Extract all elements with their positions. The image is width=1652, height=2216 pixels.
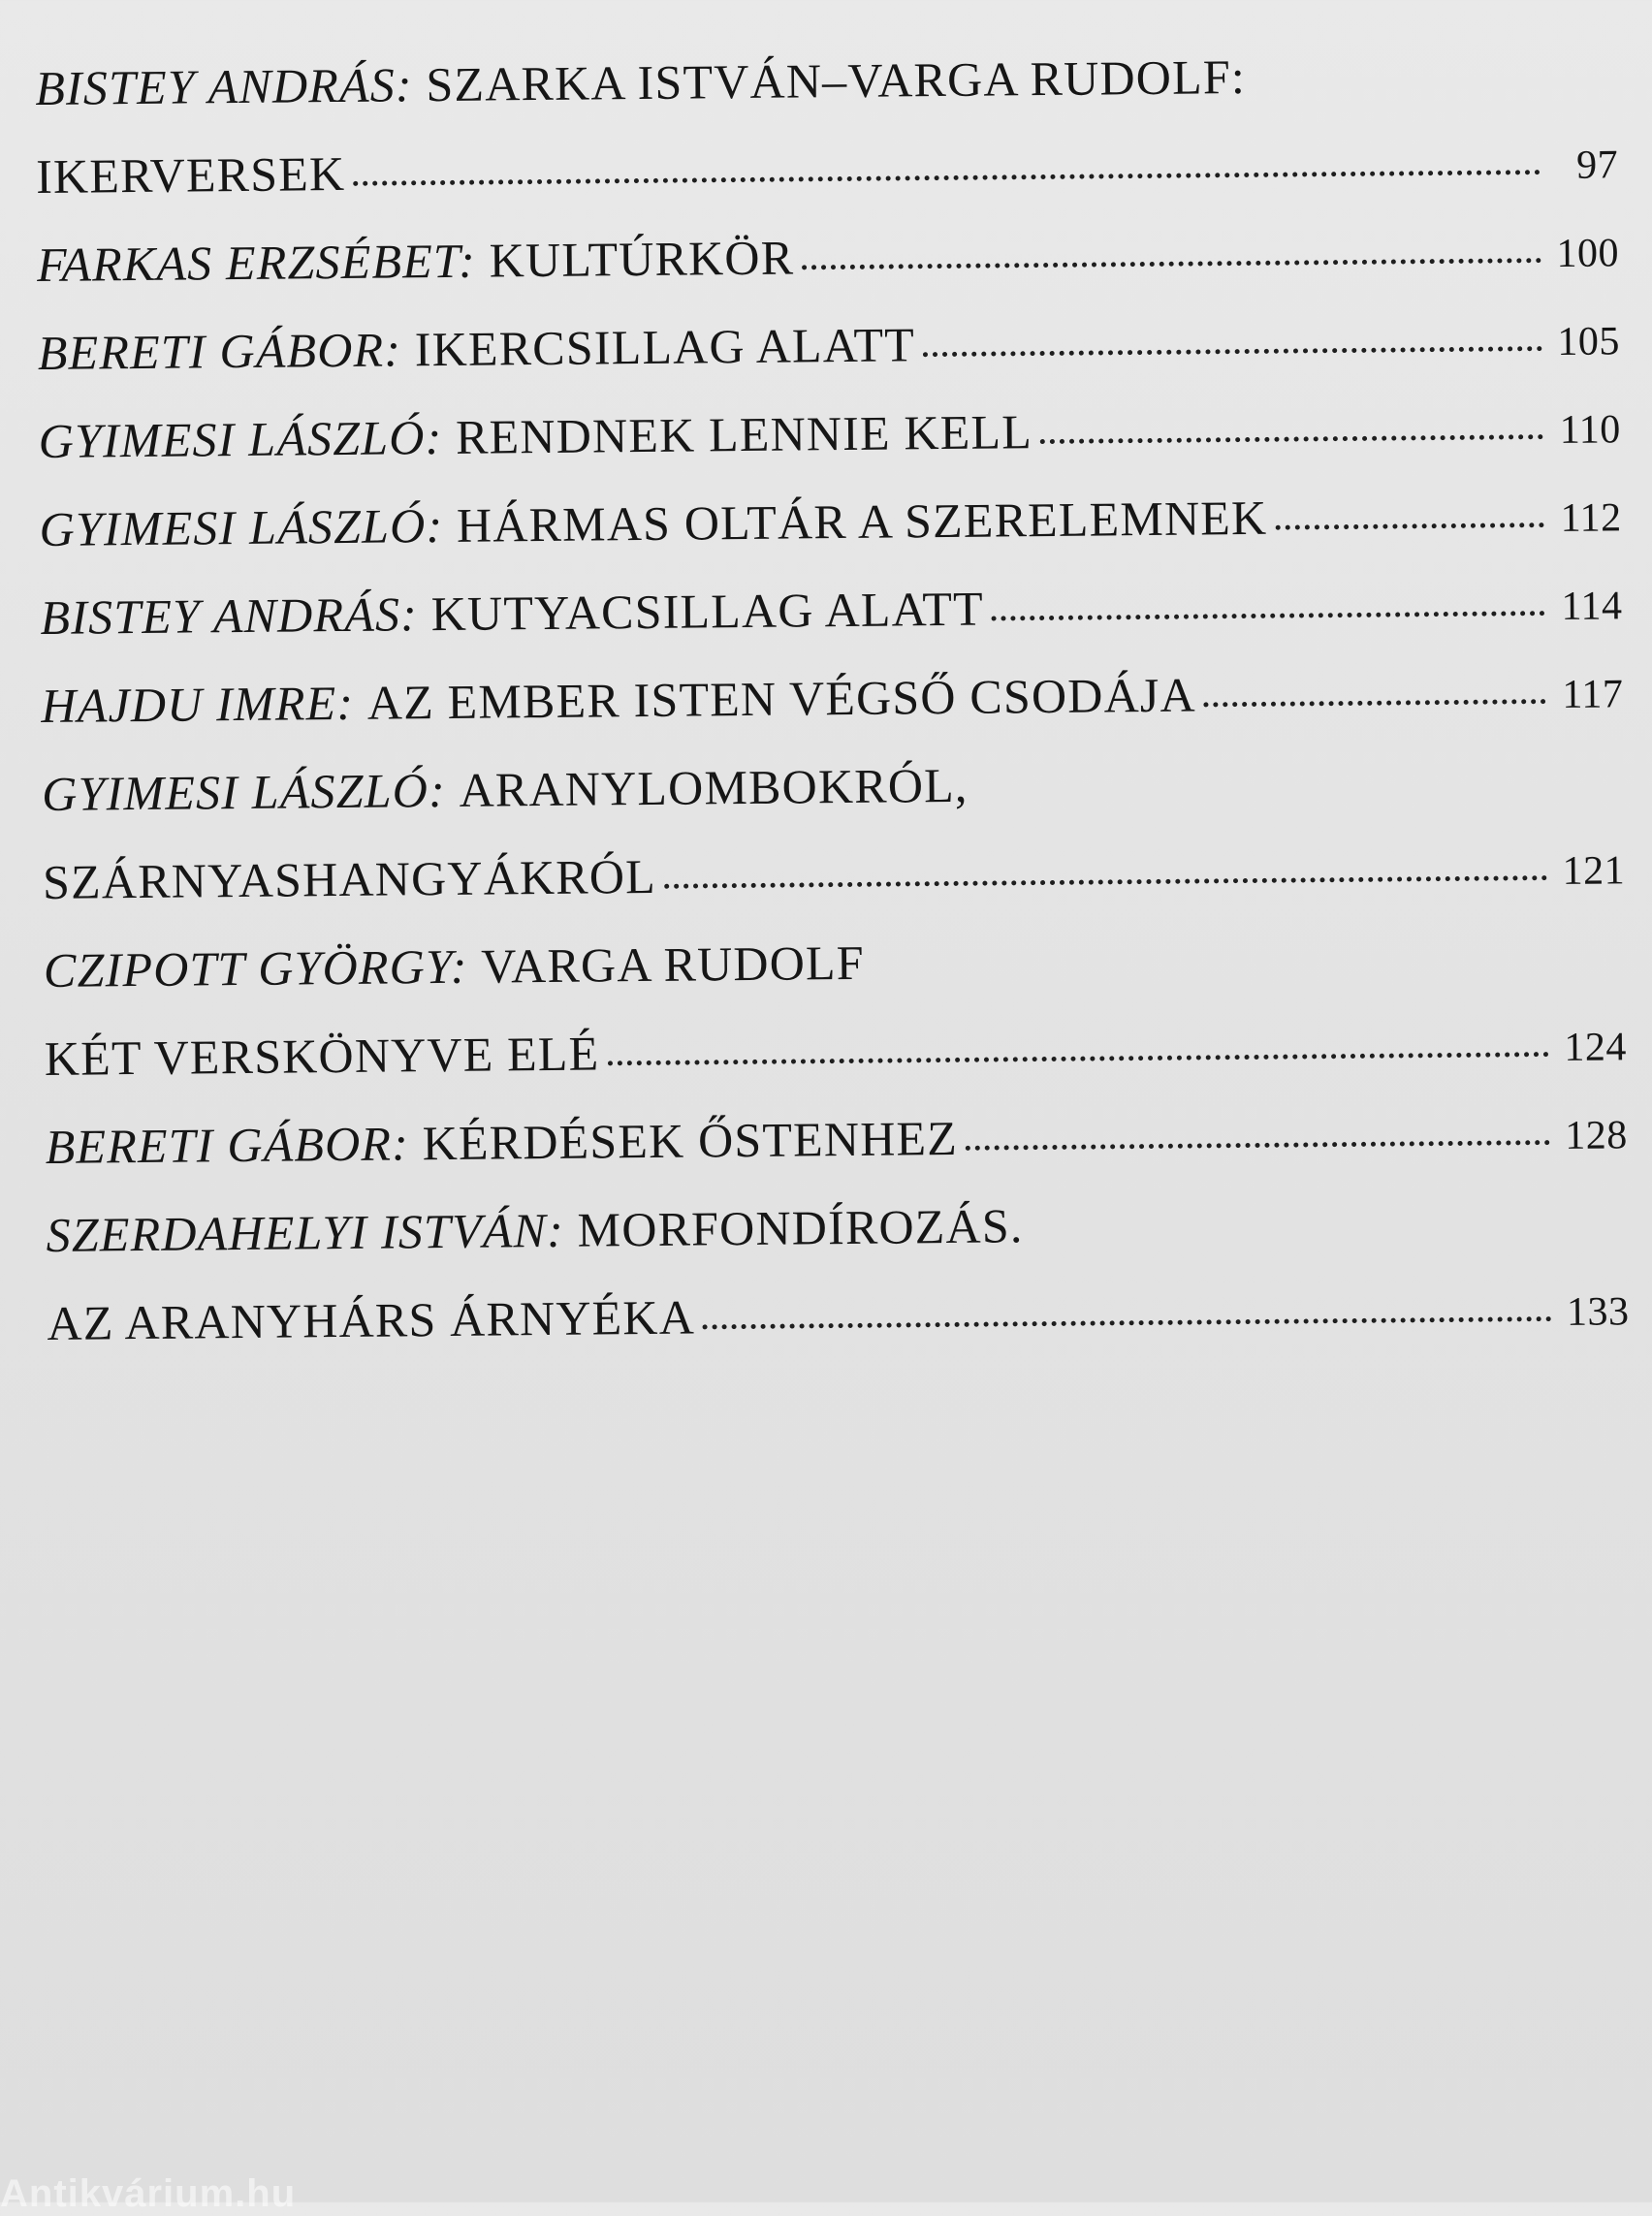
toc-line	[39, 486, 1622, 589]
dot-leader	[802, 258, 1541, 269]
dot-leader	[607, 1052, 1548, 1065]
toc-title: SZARKA ISTVÁN–VARGA RUDOLF:	[426, 49, 1247, 112]
toc-author: GYIMESI LÁSZLÓ:	[41, 762, 447, 821]
toc-author: SZERDAHELYI ISTVÁN:	[46, 1202, 565, 1262]
toc-title: KÉRDÉSEK ŐSTENHEZ	[422, 1110, 959, 1171]
toc-title: KÉT VERSKÖNYVE ELÉ	[44, 1026, 600, 1086]
toc-line	[38, 397, 1621, 501]
toc-line	[45, 1103, 1628, 1207]
toc-author: BISTEY ANDRÁS:	[40, 586, 419, 645]
toc-line	[46, 1191, 1629, 1295]
toc-page-number: 124	[1564, 1025, 1628, 1070]
toc-page-number: 133	[1566, 1289, 1630, 1335]
table-of-contents	[35, 45, 1630, 1383]
toc-title: KUTYACSILLAG ALATT	[430, 581, 985, 642]
dot-leader	[1204, 699, 1546, 707]
toc-title: ARANYLOMBOKRÓL,	[459, 757, 969, 817]
toc-line	[40, 574, 1623, 678]
toc-author: BISTEY ANDRÁS:	[35, 57, 414, 115]
toc-line	[35, 45, 1618, 148]
toc-author: GYIMESI LÁSZLÓ:	[39, 497, 444, 556]
toc-author: BERETI GÁBOR:	[37, 322, 402, 380]
dot-leader	[703, 1316, 1552, 1329]
toc-line	[47, 1280, 1630, 1383]
toc-page-number: 114	[1561, 584, 1623, 629]
toc-author: HAJDU IMRE:	[41, 675, 355, 733]
toc-title: IKERVERSEK	[35, 145, 346, 204]
toc-title: HÁRMAS OLTÁR A SZERELEMNEK	[456, 490, 1268, 553]
toc-title: AZ ARANYHÁRS ÁRNYÉKA	[47, 1289, 696, 1350]
watermark: Antikvárium.hu	[0, 2172, 297, 2215]
toc-line	[36, 133, 1619, 237]
toc-title: VARGA RUDOLF	[480, 934, 866, 994]
toc-page-number: 97	[1575, 142, 1619, 188]
dot-leader	[992, 611, 1545, 620]
dot-leader	[1040, 434, 1543, 444]
toc-page-number: 100	[1556, 231, 1620, 276]
toc-title: KULTÚRKÖR	[489, 230, 795, 288]
toc-page-number: 117	[1562, 672, 1624, 717]
toc-page-number: 112	[1560, 495, 1622, 541]
toc-title: AZ EMBER ISTEN VÉGSŐ CSODÁJA	[366, 667, 1197, 730]
toc-line	[38, 309, 1621, 413]
toc-page-number: 128	[1565, 1113, 1628, 1158]
toc-title: IKERCSILLAG ALATT	[414, 317, 916, 377]
toc-title: MORFONDÍROZÁS.	[577, 1198, 1024, 1257]
toc-author: FARKAS ERZSÉBET:	[36, 233, 477, 292]
toc-title: SZÁRNYASHANGYÁKRÓL	[42, 848, 657, 909]
toc-page-number: 121	[1562, 848, 1626, 894]
dot-leader	[966, 1140, 1550, 1151]
toc-page-number: 105	[1557, 319, 1621, 364]
toc-title: RENDNEK LENNIE KELL	[455, 404, 1033, 464]
dot-leader	[1275, 522, 1543, 530]
dot-leader	[664, 875, 1547, 889]
toc-line	[42, 750, 1625, 854]
toc-author: BERETI GÁBOR:	[45, 1116, 410, 1174]
toc-line	[43, 839, 1626, 942]
dot-leader	[353, 170, 1541, 186]
toc-line	[41, 662, 1624, 766]
toc-line	[44, 927, 1627, 1030]
toc-page-number: 110	[1559, 407, 1621, 453]
dot-leader	[923, 346, 1542, 357]
toc-line	[45, 1015, 1628, 1119]
toc-author: GYIMESI LÁSZLÓ:	[38, 409, 443, 468]
toc-author: CZIPOTT GYÖRGY:	[43, 938, 468, 997]
toc-line	[37, 221, 1620, 325]
